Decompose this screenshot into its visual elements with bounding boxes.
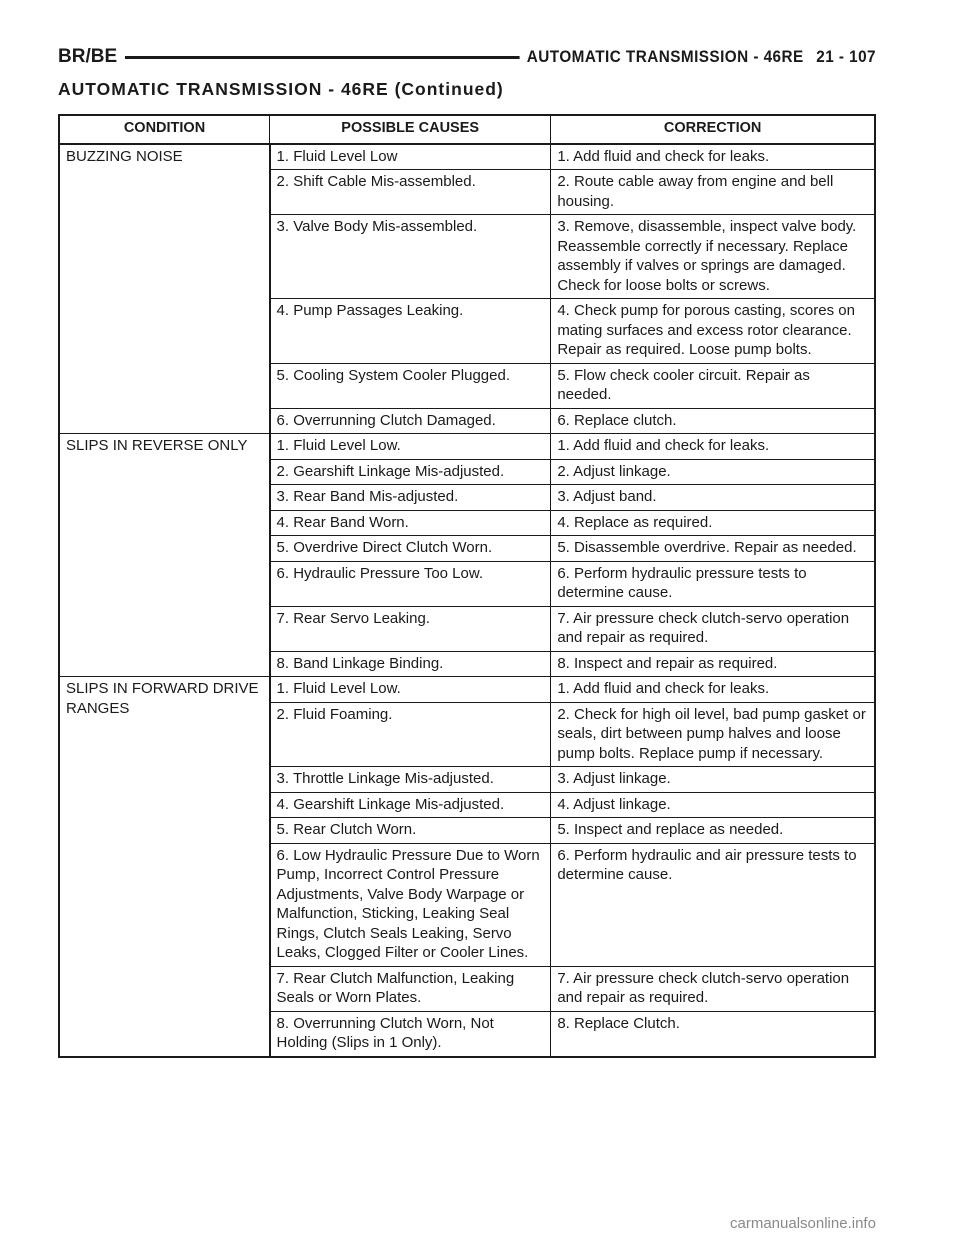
correction-cell: 7. Air pressure check clutch-servo operation and repair as required. [551,606,875,651]
correction-cell: 4. Replace as required. [551,510,875,536]
cause-cell: 6. Overrunning Clutch Damaged. [270,408,551,434]
cause-cell: 3. Valve Body Mis-assembled. [270,215,551,299]
cause-cell: 4. Rear Band Worn. [270,510,551,536]
correction-cell: 3. Adjust linkage. [551,767,875,793]
cause-cell: 1. Fluid Level Low. [270,434,551,460]
table-header-row [59,115,875,144]
condition-cell: SLIPS IN FORWARD DRIVE RANGES [59,677,270,1057]
diagnosis-table [58,114,876,1058]
correction-cell: 6. Replace clutch. [551,408,875,434]
header-section [520,44,876,70]
condition-cell: BUZZING NOISE [59,144,270,434]
correction-cell: 8. Replace Clutch. [551,1011,875,1057]
correction-cell: 5. Disassemble overdrive. Repair as needed. [551,536,875,562]
correction-cell: 2. Check for high oil level, bad pump gasket or seals, dirt between pump halves and loose pump bolts. Replace pump if necessary. [551,702,875,767]
correction-cell: 6. Perform hydraulic and air pressure tests to determine cause. [551,843,875,966]
correction-cell: 8. Inspect and repair as required. [551,651,875,677]
cause-cell: 8. Overrunning Clutch Worn, Not Holding (Slips in 1 Only). [270,1011,551,1057]
cause-cell: 3. Throttle Linkage Mis-adjusted. [270,767,551,793]
watermark: carmanualsonline.info [730,1215,876,1232]
correction-cell: 2. Route cable away from engine and bell housing. [551,170,875,215]
cause-cell: 2. Shift Cable Mis-assembled. [270,170,551,215]
page-number: 21 - 107 [816,47,876,66]
correction-cell: 6. Perform hydraulic pressure tests to determine cause. [551,561,875,606]
column-header-correction: CORRECTION [551,115,875,144]
cause-cell: 5. Cooling System Cooler Plugged. [270,363,551,408]
cause-cell: 5. Rear Clutch Worn. [270,818,551,844]
correction-cell: 1. Add fluid and check for leaks. [551,677,875,703]
correction-cell: 1. Add fluid and check for leaks. [551,434,875,460]
cause-cell: 5. Overdrive Direct Clutch Worn. [270,536,551,562]
header-model: BR/BE [58,44,125,70]
cause-cell: 4. Pump Passages Leaking. [270,299,551,364]
correction-cell: 3. Adjust band. [551,485,875,511]
correction-cell: 2. Adjust linkage. [551,459,875,485]
cause-cell: 4. Gearshift Linkage Mis-adjusted. [270,792,551,818]
correction-cell: 4. Adjust linkage. [551,792,875,818]
cause-cell: 8. Band Linkage Binding. [270,651,551,677]
cause-cell: 6. Hydraulic Pressure Too Low. [270,561,551,606]
table-row [59,434,875,460]
table-row [59,677,875,703]
cause-cell: 1. Fluid Level Low. [270,677,551,703]
section-subtitle: AUTOMATIC TRANSMISSION - 46RE (Continued) [58,79,504,99]
cause-cell: 1. Fluid Level Low [270,144,551,170]
page-header [58,44,876,74]
table-row [59,144,875,170]
condition-cell: SLIPS IN REVERSE ONLY [59,434,270,677]
table-body [59,144,875,1057]
column-header-condition: CONDITION [59,115,270,144]
cause-cell: 2. Gearshift Linkage Mis-adjusted. [270,459,551,485]
correction-cell: 1. Add fluid and check for leaks. [551,144,875,170]
correction-cell: 4. Check pump for porous casting, scores on mating surfaces and excess rotor clearance. Repair as required. Loose pump bolts. [551,299,875,364]
cause-cell: 2. Fluid Foaming. [270,702,551,767]
header-section-title: AUTOMATIC TRANSMISSION - 46RE [526,47,804,66]
cause-cell: 3. Rear Band Mis-adjusted. [270,485,551,511]
correction-cell: 3. Remove, disassemble, inspect valve body. Reassemble correctly if necessary. Replace assembly if valves or springs are damaged. Check for loose bolts or screws. [551,215,875,299]
column-header-possible-causes: POSSIBLE CAUSES [270,115,551,144]
correction-cell: 7. Air pressure check clutch-servo operation and repair as required. [551,966,875,1011]
cause-cell: 6. Low Hydraulic Pressure Due to Worn Pump, Incorrect Control Pressure Adjustments, Valve Body Warpage or Malfunction, Sticking, Leaking Seal Rings, Clutch Seals Leaking, Servo Leaks, Clogged Filter or Cooler Lines. [270,843,551,966]
cause-cell: 7. Rear Servo Leaking. [270,606,551,651]
cause-cell: 7. Rear Clutch Malfunction, Leaking Seals or Worn Plates. [270,966,551,1011]
correction-cell: 5. Inspect and replace as needed. [551,818,875,844]
correction-cell: 5. Flow check cooler circuit. Repair as needed. [551,363,875,408]
